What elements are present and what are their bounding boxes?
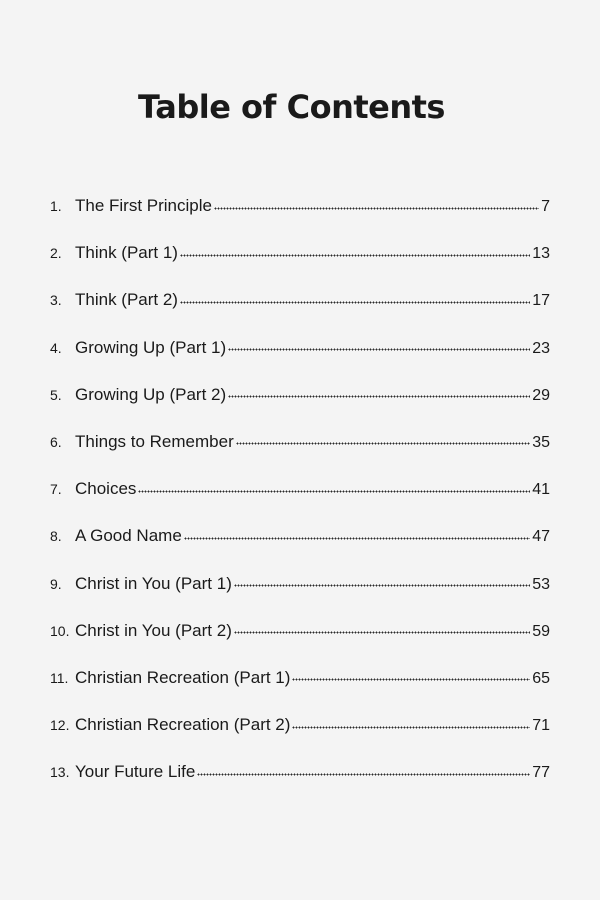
dot-leader [292, 678, 530, 682]
entry-title: Christ in You (Part 1) [75, 573, 232, 593]
entry-title: Think (Part 2) [75, 290, 178, 310]
dot-leader [292, 725, 530, 729]
page-title: Table of Contents [138, 88, 445, 126]
toc-entry [50, 665, 550, 712]
entry-page-number: 53 [532, 575, 550, 593]
dot-leader [228, 348, 530, 352]
entry-page-number: 59 [532, 622, 550, 640]
entry-title: Your Future Life [75, 762, 196, 782]
toc-entry [50, 618, 550, 665]
dot-leader [234, 631, 530, 635]
dot-leader [180, 300, 530, 304]
entry-number: 10. [50, 622, 70, 639]
entry-title: A Good Name [75, 526, 182, 546]
entry-number: 3. [50, 292, 62, 309]
entry-page-number: 23 [532, 339, 550, 357]
entry-title: Growing Up (Part 1) [75, 337, 227, 357]
dot-leader [214, 206, 539, 210]
toc-entry [50, 712, 550, 759]
entry-title: Growing Up (Part 2) [75, 384, 227, 404]
toc-entry [50, 193, 550, 240]
entry-number: 12. [50, 717, 70, 734]
toc-entry [50, 287, 550, 334]
toc-entry [50, 382, 550, 429]
entry-page-number: 35 [532, 433, 550, 451]
entry-title: Think (Part 1) [75, 243, 178, 263]
entry-page-number: 77 [532, 764, 550, 782]
dot-leader [138, 489, 530, 493]
toc-entry [50, 571, 550, 618]
dot-leader [228, 395, 530, 399]
toc-list [50, 193, 550, 806]
dot-leader [184, 536, 530, 540]
dot-leader [236, 442, 530, 446]
toc-entry [50, 429, 550, 476]
entry-title: Choices [75, 479, 137, 499]
toc-entry [50, 759, 550, 806]
toc-entry [50, 523, 550, 570]
entry-title: Christian Recreation (Part 1) [75, 667, 291, 687]
entry-page-number: 13 [532, 245, 550, 263]
entry-title: The First Principle [75, 196, 212, 215]
toc-entry [50, 335, 550, 382]
entry-title: Christian Recreation (Part 2) [75, 715, 291, 735]
entry-number: 8. [50, 528, 62, 545]
entry-page-number: 29 [532, 386, 550, 404]
entry-page-number: 71 [532, 717, 550, 735]
entry-number: 9. [50, 575, 62, 592]
entry-page-number: 47 [532, 528, 550, 546]
toc-entry [50, 240, 550, 287]
toc-entry [50, 476, 550, 523]
entry-number: 2. [50, 245, 62, 262]
dot-leader [180, 253, 530, 257]
entry-number: 11. [50, 669, 69, 686]
entry-number: 5. [50, 386, 62, 403]
entry-number: 1. [50, 198, 62, 214]
entry-number: 6. [50, 433, 62, 450]
dot-leader [197, 772, 530, 776]
entry-page-number: 7 [541, 198, 550, 215]
entry-page-number: 41 [532, 481, 550, 499]
entry-title: Things to Remember [75, 431, 234, 451]
entry-number: 13. [50, 764, 70, 781]
entry-number: 4. [50, 339, 62, 356]
entry-page-number: 17 [532, 292, 550, 310]
entry-title: Christ in You (Part 2) [75, 620, 232, 640]
dot-leader [234, 584, 530, 588]
entry-number: 7. [50, 481, 62, 498]
entry-page-number: 65 [532, 669, 550, 687]
